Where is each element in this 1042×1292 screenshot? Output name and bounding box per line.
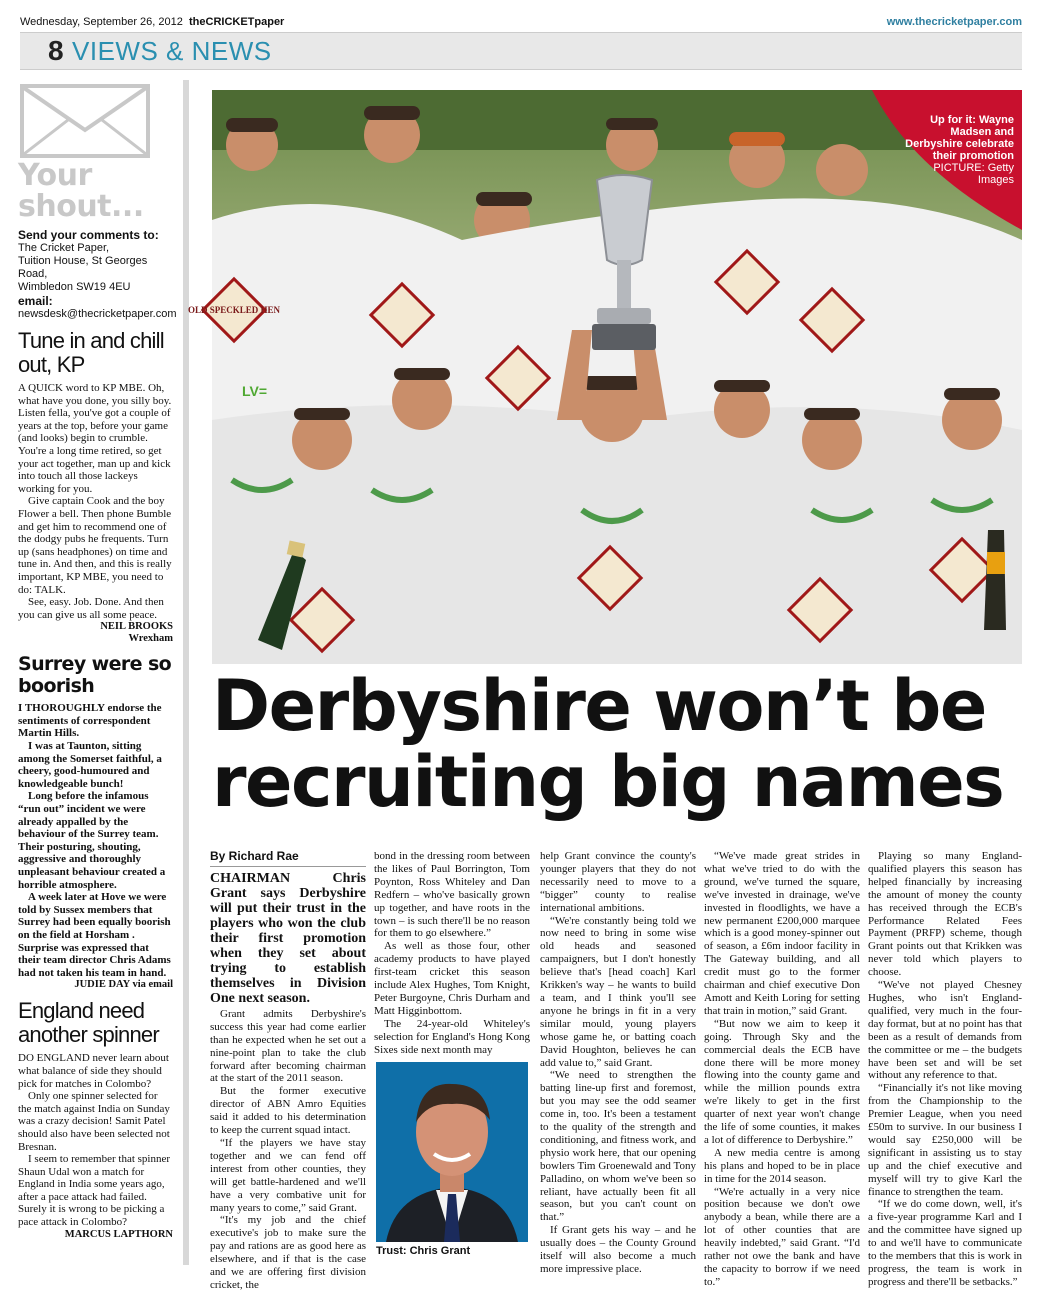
letter-body: A QUICK word to KP MBE. Oh, what have you done, you silly boy. Listen fella, you've got a couple of years at the top, before your game (and looks) begin to crumble. You're a long time retired, so get your act together, man up and kick into touch all those lackeys working for you. Give captain Cook and the boy Flower a bell. Then phone Bumble and get him to recommend one of the dodgy pubs he frequents. Turn up (sans headphones) on time and tune in. And then, and this is really important, KP MBE, you need to do: TALK. See, easy. Job. Done. And then you can give us all some peace. — [18, 382, 172, 621]
letter-author: NEIL BROOKS — [100, 621, 173, 633]
email-label: email: — [18, 294, 53, 308]
letter-headline: Surrey were so boorish — [18, 653, 172, 698]
photo-credit: PICTURE: Getty Images — [933, 162, 1014, 186]
article-column-5: Playing so many England-qualified players this season has helped financially by increasing the amount of money the county has received through the ECB's Performance Related Fees Payment (PRFP) scheme, though Grant points out that Krikken was never told which players to choose. “We've not played Chesney Hughes, who isn't England-qualified, very much in the four-day format, but at no point has that been as a result of demands from the committee or me – the budgets have been set and will be set without any reference to that. “Financially it's not like moving from the Championship to the Premier League, when you need £50m to survive. In our business I would say £250,000 will be significant in assisting us to stay up and the chief executive and myself will try to give Karl the finance to strengthen the team. “If we do come down, well, it's a five-year programme Karl and I and the committee have signed up to and we'll have to communicate to the members that this is work in progress, the team is work in progress and there'll be setbacks.” — [868, 850, 1022, 1288]
photo-caption: Up for it: Wayne Madsen and Derbyshire celebrate their promotion PICTURE: Getty Images — [905, 114, 1014, 186]
article-column-2: bond in the dressing room between the likes of Paul Borrington, Tom Poynton, Ross Whiteley and Dan Redfern – who've basically grown up together, and have roots in the town – is such there'll be no reason for them to go elsewhere.” As well as those four, other academy products to have played first-team cricket this season include Alex Hughes, Tom Knight, Peter Burgoyne, Chris Durham and Matt Higginbottom. The 24-year-old Whiteley's selection for England's Hong Kong Sixes side next month may — [374, 850, 530, 1056]
letters-column — [18, 80, 177, 1265]
envelope-icon — [20, 84, 150, 158]
letter-location: Wrexham — [128, 633, 173, 645]
issue-date: Wednesday, September 26, 2012 theCRICKETpaper — [20, 16, 285, 28]
sponsor-logo: LV= — [242, 383, 268, 399]
article-column-3: help Grant convince the county's younger players that they do not necessarily need to move to a “bigger” county to realise international ambitions. “We're constantly being told we now need to bring in some wise old heads and seasoned campaigners, but I don't honestly believe that's [head coach] Karl Krikken's way – he wants to build a team, and I think you'll see anyone he brings in fit in a very similar mould, young players whose game he, or batting coach David Houghton, believes he can add value to,” said Grant. “We need to strengthen the batting line-up first and foremost, but you may see the odd seamer come in, too. It's been a testament to the quality of the strength and conditioning, and fitness work, and physio work here, that our opening bowlers Tim Groenewald and Tony Palladino, on whom we've been so reliant, have actually been fit all season, but you can't count on that.” If Grant gets his way – and he usually does – the County Ground itself will also become a much more impressive place. — [540, 850, 696, 1275]
email-address[interactable]: newsdesk@thecricketpaper.com — [18, 308, 177, 320]
letter-headline: England need another spinner — [18, 998, 159, 1048]
shirt-badge-text: OLD SPECKLED HEN — [187, 305, 281, 315]
send-comments-heading: Send your comments to: — [18, 228, 159, 242]
letter-headline: Tune in and chill out, KP — [18, 328, 164, 377]
postal-address: The Cricket Paper, Tuition House, St Georges Road, Wimbledon SW19 4EU — [18, 242, 148, 293]
letter-body: I THOROUGHLY endorse the sentiments of correspondent Martin Hills. I was at Taunton, sitting among the Somerset faithful, a cheery, good-humoured and knowledgeable bunch! Long before the infamous “run out” incident we were already appalled by the behaviour of the Surrey team. Their posturing, shouting, aggressive and thoroughly unpleasant behaviour created a horrible atmosphere. A week later at Hove we were told by Sussex members that Surrey had been equally boorish on the field at Horsham . Surprise was expressed that their team director Chris Adams had not taken his team in hand. — [18, 702, 171, 979]
chris-grant-portrait — [376, 1062, 528, 1242]
section-title: VIEWS & NEWS — [72, 36, 272, 66]
article-headline: Derbyshire won’t be recruiting big names — [212, 665, 1004, 823]
portrait-caption: Trust: Chris Grant — [376, 1245, 471, 1257]
article-column-4: “We've made great strides in what we've tried to do with the ground, we've turned the square, we've invested in drainage, we've invested in floodlights, we have a new permanent £200,000 marquee which is a good money-spinner out of season, a £6m indoor facility in The Gateway building, and all credit must go to the former chairman and chief executive Don Amott and Keith Loring for setting that train in motion,” said Grant. “But now we aim to keep it going. Through Sky and the commercial deals the ECB have done there will be more money flowing into the county game and while the million pounds extra we're likely to get in the first quarter of next year won't change the life of some counties, it makes a lot of difference to Derbyshire.” A new media centre is among his plans and hoped to be in place in time for the 2014 season. “We're actually in a very nice position because we don't owe anybody a bean, while there are a lot of other counties that are heavily indebted,” said Grant. “I'd rather not owe the bank and have the capacity to borrow if we need to.” — [704, 850, 860, 1288]
standfirst: CHAIRMAN Chris Grant says Derbyshire will put their trust in the players who won the club their first promotion when they set about trying to establish themselves in Division One next season. — [210, 870, 366, 1006]
letter-author: MARCUS LAPTHORN — [64, 1228, 173, 1240]
page-number: 8 — [48, 35, 64, 66]
section-header — [20, 32, 1022, 70]
article-column-1: By Richard Rae CHAIRMAN Chris Grant says Derbyshire will put their trust in the players who won the club their first promotion when they set about trying to establish themselves in Division One next season. Grant admits Derbyshire's success this year had come earlier than he expected when he set out a nine-point plan to take the club forward after becoming chairman at the start of the 2011 season. But the former executive director of ABN Amro Equities said it added to his determination to keep the current squad intact. “If the players we have stay together and we can fend off interest from other counties, they will get battle-hardened and we'll have a very combative unit for many years to come,” said Grant. “It's my job and the chief executive's job to make sure the pay and rations are as good here as elsewhere, and if that is the case and we are offering first division cricket, the — [210, 849, 366, 1291]
letter-body: DO ENGLAND never learn about what balance of side they should pick for matches in Colombo? Only one spinner selected for the match against India on Sunday was a crazy decision! Samit Patel should also have been selected not Bresnan. I seem to remember that spinner Shaun Udal won a match for England in India some years ago, after a pace attack had failed. Surely it is wrong to be picking a pace attack in Colombo? — [18, 1052, 171, 1229]
letter-author: JUDIE DAY via email — [74, 979, 173, 991]
website-url[interactable]: www.thecricketpaper.com — [886, 16, 1022, 28]
column-divider — [183, 80, 189, 1265]
byline: By Richard Rae — [210, 850, 366, 867]
paper-name: theCRICKETpaper — [189, 16, 285, 28]
team-celebration-photo — [187, 90, 1022, 664]
masthead — [20, 14, 1022, 32]
letters-brand: Your shout... — [18, 158, 144, 224]
